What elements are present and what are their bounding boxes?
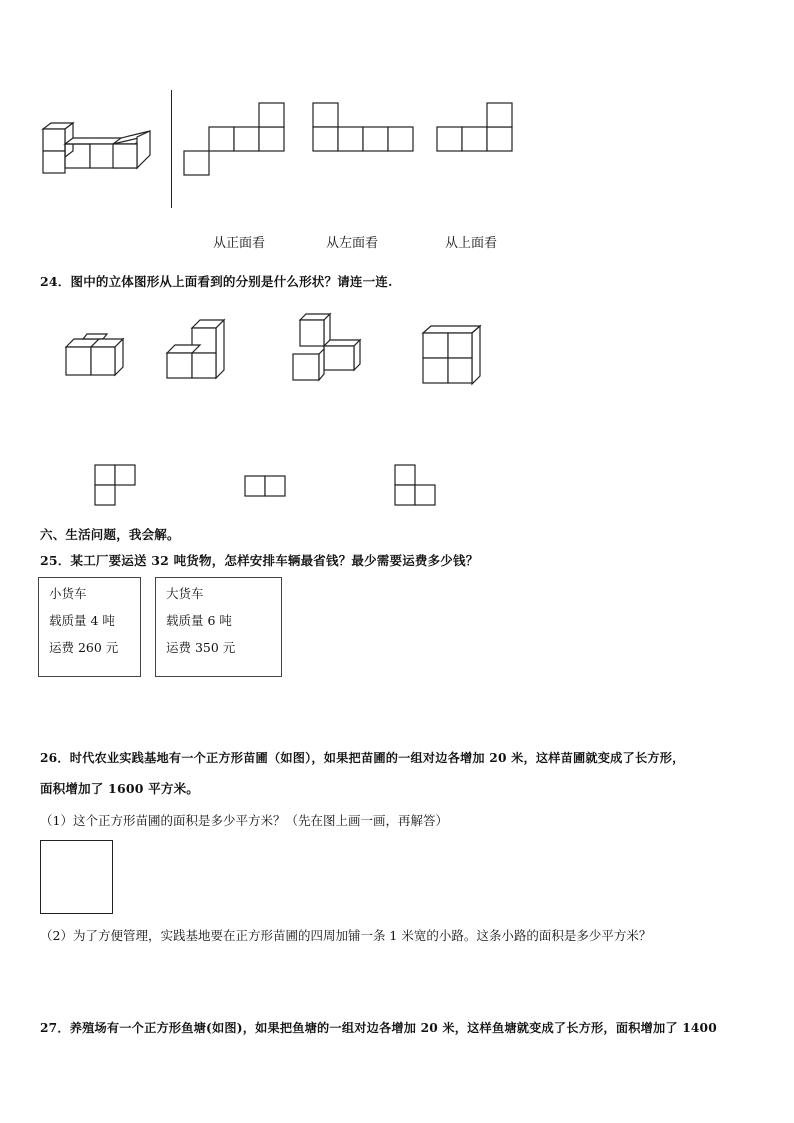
- question-25: 25．某工厂要运送 32 吨货物，怎样安排车辆最省钱？最少需要运费多少钱？: [40, 553, 479, 568]
- question-27: 27．养殖场有一个正方形鱼塘(如图)，如果把鱼塘的一组对边各增加 20 米，这样鱼塘就变成了长方形，面积增加了 1400: [40, 1021, 717, 1035]
- question-26-part2: （2）为了方便管理，实践基地要在正方形苗圃的四周加铺一条 1 米宽的小路。这条小路的面积是多少平方米？: [40, 928, 652, 943]
- small-truck-card: [38, 577, 141, 677]
- divider-line: [171, 90, 172, 208]
- question-24: 24．图中的立体图形从上面看到的分别是什么形状？请连一连.: [40, 274, 393, 289]
- small-truck-cost: 运费 260 元: [49, 640, 119, 655]
- solid-24-a: [63, 330, 129, 380]
- question-26-part1: （1）这个正方形苗圃的面积是多少平方米？（先在图上画一画，再解答）: [40, 813, 448, 828]
- large-truck-card: [155, 577, 282, 677]
- solid-24-c: [290, 312, 364, 384]
- top-view-option-a: [93, 463, 139, 507]
- top-view-label: 从上面看: [445, 236, 498, 251]
- question-26-line2: 面积增加了 1600 平方米。: [40, 781, 199, 796]
- top-view-option-b: [243, 474, 289, 498]
- question-26-line1: 26．时代农业实践基地有一个正方形苗圃（如图），如果把苗圃的一组对边各增加 20 米，这样苗圃就变成了长方形，: [40, 751, 685, 765]
- small-truck-capacity: 载质量 4 吨: [49, 613, 115, 628]
- section-6-title: 六、生活问题，我会解。: [40, 527, 180, 542]
- left-view-label: 从左面看: [326, 236, 379, 251]
- square-nursery-figure: [40, 840, 113, 914]
- large-truck-cost: 运费 350 元: [166, 640, 236, 655]
- solid-24-b: [164, 318, 228, 382]
- front-view-label: 从正面看: [213, 236, 266, 251]
- top-view-option-c: [393, 463, 439, 507]
- small-truck-name: 小货车: [49, 586, 87, 601]
- left-view-figure: [311, 100, 415, 154]
- large-truck-capacity: 载质量 6 吨: [166, 613, 232, 628]
- large-truck-name: 大货车: [166, 586, 204, 601]
- solid-24-d: [420, 323, 484, 387]
- solid-figure-top: [40, 85, 160, 180]
- top-view-figure: [435, 100, 515, 154]
- front-view-figure: [182, 100, 286, 178]
